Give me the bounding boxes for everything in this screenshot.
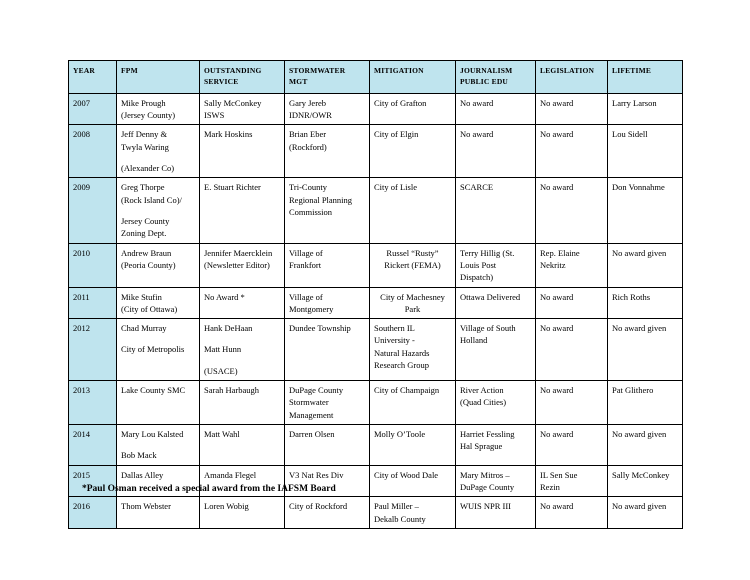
cell-line: Thom Webster: [121, 501, 171, 512]
cell-line: Loren Wobig: [204, 501, 249, 512]
cell-journalism-public-edu: [456, 125, 536, 178]
cell-line: (Alexander Co): [121, 163, 175, 173]
cell-fpm: [117, 497, 200, 529]
cell-year: 2012: [69, 319, 117, 381]
cell-line: Gary Jereb: [289, 97, 327, 108]
cell-stormwater-mgt: [285, 93, 370, 125]
cell-line: Hank DeHaan: [204, 323, 253, 334]
cell-stormwater-mgt: [285, 243, 370, 287]
cell-outstanding-service: [200, 243, 285, 287]
cell-line: Sally McConkey: [612, 469, 670, 480]
cell-line: City of Elgin: [374, 129, 419, 140]
cell-line: Lou Sidell: [612, 129, 648, 140]
cell-line: Rezin: [540, 481, 560, 492]
cell-line: Nekritz: [540, 259, 566, 270]
cell-line: Regional Planning: [289, 194, 353, 205]
cell-lifetime: [608, 381, 683, 425]
cell-line: City of Lisle: [374, 182, 417, 193]
column-header-outstanding-service: OUTSTANDING SERVICE: [200, 61, 285, 94]
cell-journalism-public-edu: [456, 497, 536, 529]
cell-journalism-public-edu: [456, 381, 536, 425]
cell-line: Pat Glithero: [612, 385, 654, 396]
cell-journalism-public-edu: [456, 243, 536, 287]
cell-line: Louis Post: [460, 259, 497, 270]
cell-line: No award: [540, 129, 574, 140]
table-row: [69, 319, 683, 381]
cell-outstanding-service: [200, 125, 285, 178]
cell-line: Matt Wahl: [204, 429, 240, 439]
cell-year: 2010: [69, 243, 117, 287]
cell-outstanding-service: [200, 425, 285, 466]
cell-legislation: [536, 465, 608, 497]
cell-line: Molly O’Toole: [374, 429, 426, 439]
cell-lifetime: [608, 497, 683, 529]
cell-line: Dallas Alley: [121, 469, 164, 480]
cell-line: Ottawa Delivered: [460, 291, 521, 302]
cell-journalism-public-edu: [456, 319, 536, 381]
cell-journalism-public-edu: [456, 425, 536, 466]
cell-line: DuPage County: [289, 385, 344, 396]
cell-year: 2011: [69, 287, 117, 319]
cell-mitigation: [370, 319, 456, 381]
cell-line: Frankfort: [289, 259, 322, 270]
cell-line: City of Metropolis: [121, 344, 185, 355]
cell-stormwater-mgt: [285, 425, 370, 466]
cell-legislation: [536, 319, 608, 381]
cell-journalism-public-edu: [456, 465, 536, 497]
cell-line: Dispatch): [460, 272, 494, 283]
cell-line: (Rock Island Co)/: [121, 194, 182, 205]
cell-line: River Action: [460, 385, 504, 396]
cell-legislation: [536, 243, 608, 287]
cell-line: Don Vonnahme: [612, 182, 665, 193]
table-row: [69, 178, 683, 243]
column-header-stormwater-mgt: STORMWATER MGT: [285, 61, 370, 94]
table-row: [69, 243, 683, 287]
cell-lifetime: [608, 465, 683, 497]
cell-line: Sally McConkey: [204, 97, 262, 108]
cell-line: SCARCE: [460, 182, 494, 193]
cell-line: DuPage County: [460, 481, 515, 492]
cell-lifetime: [608, 319, 683, 381]
table-row: [69, 287, 683, 319]
cell-lifetime: [608, 425, 683, 466]
cell-stormwater-mgt: [285, 497, 370, 529]
cell-line: Hal Sprague: [460, 441, 503, 452]
cell-line: WUIS NPR III: [460, 501, 511, 512]
cell-line: Rep. Elaine: [540, 247, 580, 258]
cell-line: Rickert (FEMA): [384, 259, 441, 270]
cell-line: No award: [540, 291, 574, 302]
cell-line: Management: [289, 409, 334, 420]
cell-year: 2016: [69, 497, 117, 529]
cell-line: IDNR/OWR: [289, 110, 332, 121]
awards-table: [68, 60, 683, 529]
cell-line: E. Stuart Richter: [204, 182, 261, 193]
cell-mitigation: [370, 497, 456, 529]
cell-fpm: [117, 425, 200, 466]
cell-outstanding-service: [200, 93, 285, 125]
table-row: [69, 497, 683, 529]
cell-fpm: [117, 125, 200, 178]
cell-line: No award: [540, 429, 574, 439]
cell-line: Jersey County: [121, 215, 170, 226]
cell-line: (City of Ottawa): [121, 303, 178, 314]
cell-legislation: [536, 497, 608, 529]
cell-outstanding-service: [200, 497, 285, 529]
column-header-year: YEAR: [69, 61, 117, 94]
cell-line: Research Group: [374, 360, 429, 371]
cell-mitigation: [370, 93, 456, 125]
cell-line: No award given: [612, 501, 667, 512]
cell-line: Mike Stufin: [121, 291, 162, 302]
cell-lifetime: [608, 178, 683, 243]
cell-journalism-public-edu: [456, 178, 536, 243]
cell-line: Sarah Harbaugh: [204, 385, 259, 396]
cell-year: 2009: [69, 178, 117, 243]
cell-mitigation: [370, 243, 456, 287]
cell-line: (Rockford): [289, 141, 327, 152]
cell-line: Terry Hillig (St.: [460, 247, 515, 258]
cell-line: Natural Hazards: [374, 347, 430, 358]
cell-fpm: [117, 243, 200, 287]
cell-legislation: [536, 125, 608, 178]
cell-lifetime: [608, 125, 683, 178]
cell-stormwater-mgt: [285, 178, 370, 243]
cell-line: Twyla Waring: [121, 141, 169, 152]
cell-fpm: [117, 287, 200, 319]
footnote-text: *Paul Osman received a special award from the IAFSM Board: [82, 484, 336, 494]
cell-mitigation: [370, 125, 456, 178]
cell-line: City of Grafton: [374, 97, 427, 108]
cell-line: (Newsletter Editor): [204, 259, 270, 270]
table-row: [69, 425, 683, 466]
column-header-journalism-public-edu: JOURNALISM PUBLIC EDU: [456, 61, 536, 94]
cell-fpm: [117, 93, 200, 125]
cell-line: Bob Mack: [121, 450, 157, 461]
cell-outstanding-service: [200, 178, 285, 243]
table-header-row: [69, 61, 683, 94]
cell-line: Southern IL: [374, 323, 415, 334]
cell-line: No award: [460, 129, 494, 140]
cell-line: Greg Thorpe: [121, 182, 165, 193]
cell-journalism-public-edu: [456, 93, 536, 125]
cell-line: No award: [540, 501, 574, 512]
cell-line: Stormwater: [289, 397, 329, 408]
cell-line: Holland: [460, 335, 488, 346]
cell-line: No award: [540, 97, 574, 108]
cell-line: Amanda Flegel: [204, 469, 257, 480]
cell-line: Park: [404, 303, 421, 314]
cell-line: Mary Mitros –: [460, 469, 510, 480]
column-header-lifetime: LIFETIME: [608, 61, 683, 94]
cell-line: University -: [374, 335, 415, 346]
cell-line: ISWS: [204, 110, 225, 121]
cell-line: Matt Hunn: [204, 344, 242, 355]
cell-lifetime: [608, 287, 683, 319]
cell-line: Brian Eber: [289, 129, 327, 140]
cell-stormwater-mgt: [285, 381, 370, 425]
cell-line: Andrew Braun: [121, 247, 172, 258]
table-body: [69, 93, 683, 528]
cell-year: 2007: [69, 93, 117, 125]
cell-line: Harriet Fessling: [460, 429, 515, 439]
table-row: [69, 125, 683, 178]
cell-legislation: [536, 287, 608, 319]
cell-year: 2014: [69, 425, 117, 466]
cell-lifetime: [608, 243, 683, 287]
cell-line: No Award *: [204, 291, 245, 302]
column-header-legislation: LEGISLATION: [536, 61, 608, 94]
cell-line: (Jersey County): [121, 110, 176, 121]
cell-year: 2013: [69, 381, 117, 425]
cell-line: Russel “Rusty”: [386, 247, 439, 258]
cell-line: No award: [540, 385, 574, 396]
cell-fpm: [117, 381, 200, 425]
cell-line: Jeff Denny &: [121, 129, 168, 140]
cell-stormwater-mgt: [285, 319, 370, 381]
cell-fpm: [117, 319, 200, 381]
cell-line: No award: [540, 182, 574, 193]
cell-legislation: [536, 93, 608, 125]
cell-line: Tri-County: [289, 182, 327, 193]
cell-outstanding-service: [200, 287, 285, 319]
cell-line: Mary Lou Kalsted: [121, 429, 184, 439]
cell-line: Mike Prough: [121, 97, 166, 108]
cell-line: City of Rockford: [289, 501, 348, 512]
cell-stormwater-mgt: [285, 287, 370, 319]
cell-line: City of Machesney: [380, 291, 445, 302]
cell-mitigation: [370, 425, 456, 466]
cell-line: Village of: [289, 291, 323, 302]
cell-journalism-public-edu: [456, 287, 536, 319]
cell-line: Paul Miller –: [374, 501, 419, 512]
cell-line: City of Champaign: [374, 385, 440, 396]
cell-line: Zoning Dept.: [121, 228, 167, 239]
cell-mitigation: [370, 287, 456, 319]
cell-legislation: [536, 425, 608, 466]
cell-year: 2008: [69, 125, 117, 178]
table-row: [69, 93, 683, 125]
cell-line: Lake County SMC: [121, 385, 186, 396]
cell-fpm: [117, 178, 200, 243]
cell-year: 2015: [69, 465, 117, 497]
cell-mitigation: [370, 465, 456, 497]
cell-lifetime: [608, 93, 683, 125]
cell-line: IL Sen Sue: [540, 469, 578, 480]
cell-line: Rich Roths: [612, 291, 651, 302]
cell-line: No award given: [612, 323, 667, 334]
cell-mitigation: [370, 178, 456, 243]
cell-line: Dekalb County: [374, 513, 426, 524]
cell-stormwater-mgt: [285, 125, 370, 178]
cell-line: Chad Murray: [121, 323, 167, 334]
cell-legislation: [536, 178, 608, 243]
cell-line: V3 Nat Res Div: [289, 469, 344, 480]
cell-line: (USACE): [204, 365, 238, 376]
cell-line: No award given: [612, 429, 667, 439]
cell-line: (Peoria County): [121, 259, 176, 270]
cell-line: Jennifer Maercklein: [204, 247, 273, 258]
cell-line: (Quad Cities): [460, 397, 507, 408]
cell-line: Darren Olsen: [289, 429, 335, 439]
table-row: [69, 381, 683, 425]
cell-line: City of Wood Dale: [374, 469, 439, 480]
cell-line: Commission: [289, 206, 332, 217]
cell-legislation: [536, 381, 608, 425]
column-header-mitigation: MITIGATION: [370, 61, 456, 94]
cell-line: No award: [460, 97, 494, 108]
cell-line: Larry Larson: [612, 97, 657, 108]
cell-outstanding-service: [200, 319, 285, 381]
cell-mitigation: [370, 381, 456, 425]
cell-line: Montgomery: [289, 303, 334, 314]
cell-line: Village of South: [460, 323, 516, 334]
column-header-fpm: FPM: [117, 61, 200, 94]
cell-line: Village of: [289, 247, 323, 258]
cell-outstanding-service: [200, 381, 285, 425]
cell-line: No award: [540, 323, 574, 334]
cell-line: Mark Hoskins: [204, 129, 253, 140]
cell-line: No award given: [612, 247, 667, 258]
cell-line: Dundee Township: [289, 323, 351, 334]
